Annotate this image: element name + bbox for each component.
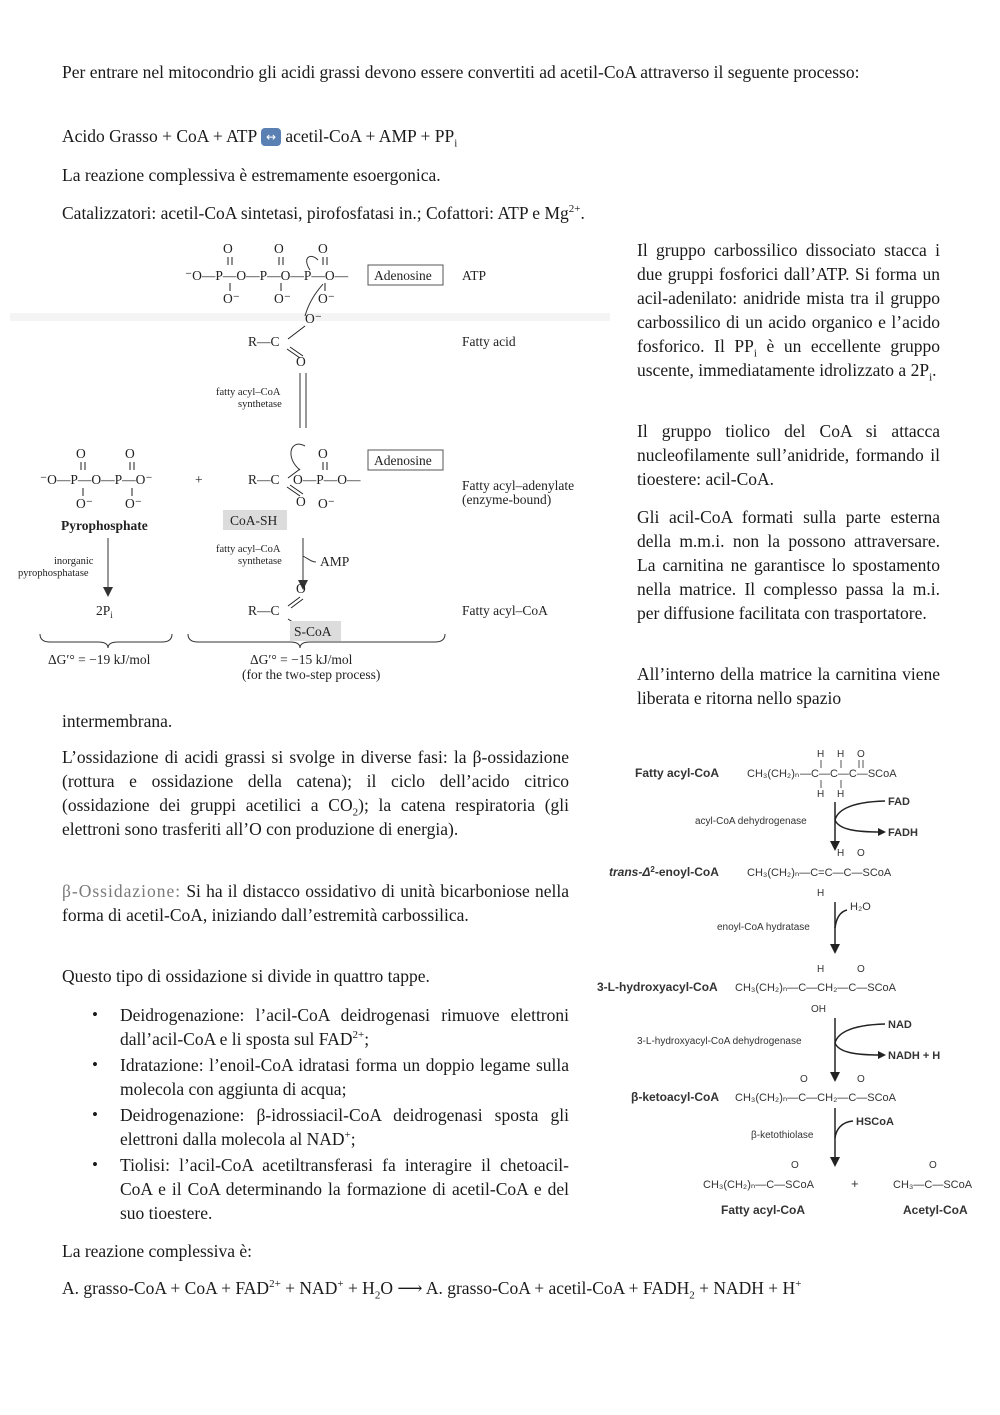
ppase-label: pyrophosphatase [18,568,89,579]
fatty-acid-label: Fatty acid [462,334,516,349]
svg-text:CH₃(CH₂)ₙ—C—SCoA: CH₃(CH₂)ₙ—C—SCoA [703,1179,814,1191]
delta-g-2-note: (for the two-step process) [242,667,381,682]
superscript: + [337,1278,344,1291]
eq-part: + NAD [280,1278,338,1298]
svg-text:O: O [223,241,233,256]
svg-text:R—C: R—C [248,603,280,618]
svg-text:2Pi [96,603,113,620]
activation-equation [62,124,940,148]
nad-label: NAD [888,1019,912,1031]
amp-label: AMP [320,554,350,569]
subscript: i [753,347,757,360]
enzyme-label: enoyl-CoA hydratase [717,922,810,933]
enzyme-label: fatty acyl–CoA [216,544,281,555]
subscript: 2 [374,1289,381,1302]
step-text: Tiolisi: l’acil-CoA acetiltransferasi fa interagire il chetoacil-CoA e il CoA determinando la formazione di acetil-CoA e del suo tioestere. [120,1155,569,1223]
superscript: + [795,1278,802,1291]
svg-text:⁻O—P—O—P—O—P—O—: ⁻O—P—O—P—O—P—O— [185,268,349,283]
svg-text:O: O [296,494,306,509]
oxidation-text: L’ossidazione di acidi grassi si svolge in diverse fasi: la β-ossidazione (rottura e ossidazione della catena); il ciclo dell’acido citrico (ossidazione dei gruppi acetilici a CO [62,747,569,815]
thiol-paragraph: Il gruppo tiolico del CoA si attacca nucleofilamente sull’anidride, formando il tioestere: acil-CoA. [637,421,940,489]
carnitine-paragraph: Gli acil-CoA formati sulla parte esterna della m.m.i. non la possono attraversare. La carnitina ne garantisce lo spostamento nella matrice. Il complesso passa la m.i. per diffusione facilitata con trasportatore. [637,507,940,623]
product-fatty-acyl-coa: Fatty acyl-CoA [721,1203,806,1217]
enzyme-label: synthetase [238,556,282,567]
svg-text:H: H [817,789,825,800]
beta-oxidation-paragraph [62,879,569,927]
svg-text:O: O [76,446,86,461]
oxidation-text-end: ); la catena respiratoria (gli elettroni sono trasferiti all’O con produzione di energia). [62,795,569,839]
enzyme-label: β-ketothiolase [751,1130,814,1141]
svg-text:O: O [296,581,306,596]
adenylate-label: Fatty acyl–adenylate [462,478,575,493]
svg-text:O: O [791,1160,799,1171]
list-item [120,1003,569,1051]
fad-label: FAD [888,796,910,808]
carboxyl-text-2: è un eccellente gruppo uscente, immediatamente idrolizzato a 2P [637,336,940,380]
fadh-label: FADH [888,827,918,839]
chain-formula: CH₃(CH₂)ₙ [747,768,800,780]
svg-text:O: O [857,749,865,760]
svg-text:O⁻: O⁻ [318,291,335,306]
intro-paragraph: Per entrare nel mitocondrio gli acidi grassi devono essere convertiti ad acetil-CoA attraverso il seguente processo: [62,62,860,82]
svg-text:H: H [837,848,845,859]
svg-text:O: O [318,241,328,256]
matrix-paragraph: All’interno della matrice la carnitina viene liberata e ritorna nello spazio [637,664,940,708]
pyrophosphate-structure [40,446,153,511]
product-acetyl-coa: Acetyl-CoA [903,1203,968,1217]
acyl-adenylate-structure [248,444,443,511]
svg-text:CH₃—C—SCoA: CH₃—C—SCoA [893,1179,973,1191]
svg-text:H: H [817,888,825,899]
adenosine-label: Adenosine [374,268,432,283]
subscript: i [110,610,113,620]
svg-text:O: O [125,446,135,461]
svg-text:O: O [857,1074,865,1085]
svg-text:O: O [857,848,865,859]
plus-sign: + [851,1176,859,1191]
svg-text:O: O [296,354,306,369]
enzyme-label: 3-L-hydroxyacyl-CoA dehydrogenase [637,1036,802,1047]
delta-g-2: ΔG′° = −15 kJ/mol [250,652,353,667]
superscript: 2 [650,865,655,874]
svg-text:O: O [318,446,328,461]
beta-oxidation-text: Si ha il distacco ossidativo di unità bicarboniose nella forma di acetil-CoA, iniziando dall’estremità carbossilica. [62,881,569,925]
overall-equation [62,1276,940,1300]
list-item [120,1153,569,1225]
beta-oxidation-heading: β-Ossidazione: [62,881,182,901]
step-end: ; [364,1029,370,1049]
atp-label: ATP [462,268,487,283]
svg-text:O⁻: O⁻ [305,311,322,326]
svg-text:R—C: R—C [248,472,280,487]
subscript: 2 [352,806,359,819]
adenylate-note: (enzyme-bound) [462,492,552,507]
hscoa-label: HSCoA [856,1116,894,1128]
subscript: i [929,371,933,384]
fatty-acyl-coa-label: Fatty acyl-CoA [635,766,720,780]
period: . [580,203,585,223]
eq-part: A. grasso-CoA + CoA + FAD [62,1278,270,1298]
svg-text:O⁻: O⁻ [76,496,93,511]
overall-label: La reazione complessiva è: [62,1241,252,1261]
step-text: Idratazione: l’enoil-CoA idratasi forma un doppio legame sulla molecola con aggiunta di acqua; [120,1055,569,1099]
exergonic-note: La reazione complessiva è estremamente esoergonica. [62,165,441,185]
svg-text:R—C: R—C [248,334,280,349]
list-item [120,1103,569,1151]
eq-part: + NADH + H [694,1278,796,1298]
step-text: Deidrogenazione: β-idrossiacil-CoA deidrogenasi sposta gli elettroni dalla molecola al NAD [120,1105,569,1149]
scoa-label: S-CoA [294,624,332,639]
delta-g-1: ΔG′° = −19 kJ/mol [48,652,151,667]
subscript: i [454,137,458,150]
step-text: Deidrogenazione: l’acil-CoA deidrogenasi rimuove elettroni dall’acil-CoA e li sposta sul FAD [120,1005,569,1049]
svg-text:O: O [929,1160,937,1171]
ketoacyl-coa-label: β-ketoacyl-CoA [631,1090,720,1104]
matrix-paragraph-continued: intermembrana. [62,711,173,731]
enzyme-label: synthetase [238,399,282,410]
beta-oxidation-figure [595,740,990,1225]
svg-text:H: H [837,749,845,760]
svg-text:O: O [800,1074,808,1085]
ppase-label: inorganic [54,556,94,567]
superscript: + [344,1129,351,1142]
eq-part: + H [343,1278,375,1298]
svg-text:—C—C—C—SCoA: —C—C—C—SCoA [800,768,897,780]
svg-text:CH₃(CH₂)ₙ—C—CH₂—C—SCoA: CH₃(CH₂)ₙ—C—CH₂—C—SCoA [735,982,897,994]
svg-text:O⁻: O⁻ [223,291,240,306]
svg-text:CH₃(CH₂)ₙ—C=C—C—SCoA: CH₃(CH₂)ₙ—C=C—C—SCoA [747,867,892,879]
list-item [120,1053,569,1101]
bidirectional-arrow-icon: ↔ [261,128,281,146]
catalysts-line [62,201,940,225]
svg-text:H: H [817,964,825,975]
enzyme-label: fatty acyl–CoA [216,387,281,398]
acyl-coa-label: Fatty acyl–CoA [462,603,548,618]
step-end: ; [350,1129,356,1149]
adenosine-label: Adenosine [374,453,432,468]
acyl-coa-structure [248,581,341,641]
oxidation-intro [62,745,569,841]
water-label: H₂O [850,901,871,913]
superscript: 2+ [352,1029,365,1042]
svg-text:H: H [837,789,845,800]
enoyl-prefix: trans-Δ [609,865,651,879]
svg-text:O: O [857,964,865,975]
svg-text:O⁻: O⁻ [125,496,142,511]
svg-text:O—P—O—: O—P—O— [293,472,361,487]
acyl-coa-synthetase-figure [10,238,610,688]
svg-text:⁻O—P—O—P—O⁻: ⁻O—P—O—P—O⁻ [40,472,153,487]
pyrophosphate-label: Pyrophosphate [61,518,148,533]
eq-part: O ⟶ A. grasso-CoA + acetil-CoA + FADH [380,1278,690,1298]
enzyme-label: acyl-CoA dehydrogenase [695,816,807,827]
svg-text:CH₃(CH₂)ₙ—C—CH₂—C—SCoA: CH₃(CH₂)ₙ—C—CH₂—C—SCoA [735,1092,897,1104]
catalysts-text: Catalizzatori: acetil-CoA sintetasi, pirofosfatasi in.; Cofattori: ATP e Mg [62,203,569,223]
nadh-label: NADH + H [888,1050,941,1062]
subscript: 2 [689,1289,695,1302]
coash-label: CoA-SH [230,513,278,528]
svg-text:OH: OH [811,1004,826,1015]
superscript: 2+ [269,1278,281,1291]
steps-intro: Questo tipo di ossidazione si divide in quattro tappe. [62,966,430,986]
equation-reactants: Acido Grasso + CoA + ATP [62,126,257,146]
superscript: 2+ [568,203,581,216]
hydroxyacyl-coa-label: 3-L-hydroxyacyl-CoA [597,980,718,994]
svg-text:H: H [817,749,825,760]
acetyl-ch3: CH₃ [893,1179,914,1191]
enoyl-suffix: -enoyl-CoA [654,865,719,879]
plus-sign: + [195,472,203,487]
carboxyl-text: Il gruppo carbossilico dissociato stacca i due gruppi fosforici dall’ATP. Si forma un acil-adenilato: anidride mista tra il gruppo carbossilico di un acido organico e l’acido fosforico. Il PP [637,240,940,356]
carboxyl-paragraph [637,238,940,382]
svg-text:O: O [274,241,284,256]
svg-text:O⁻: O⁻ [318,496,335,511]
steps-list [62,1003,569,1227]
enoyl-coa-label [609,865,719,879]
period: . [932,360,937,380]
svg-text:O⁻: O⁻ [274,291,291,306]
equation-products: acetil-CoA + AMP + PP [285,126,455,146]
two-pi-label: 2P [96,603,111,618]
